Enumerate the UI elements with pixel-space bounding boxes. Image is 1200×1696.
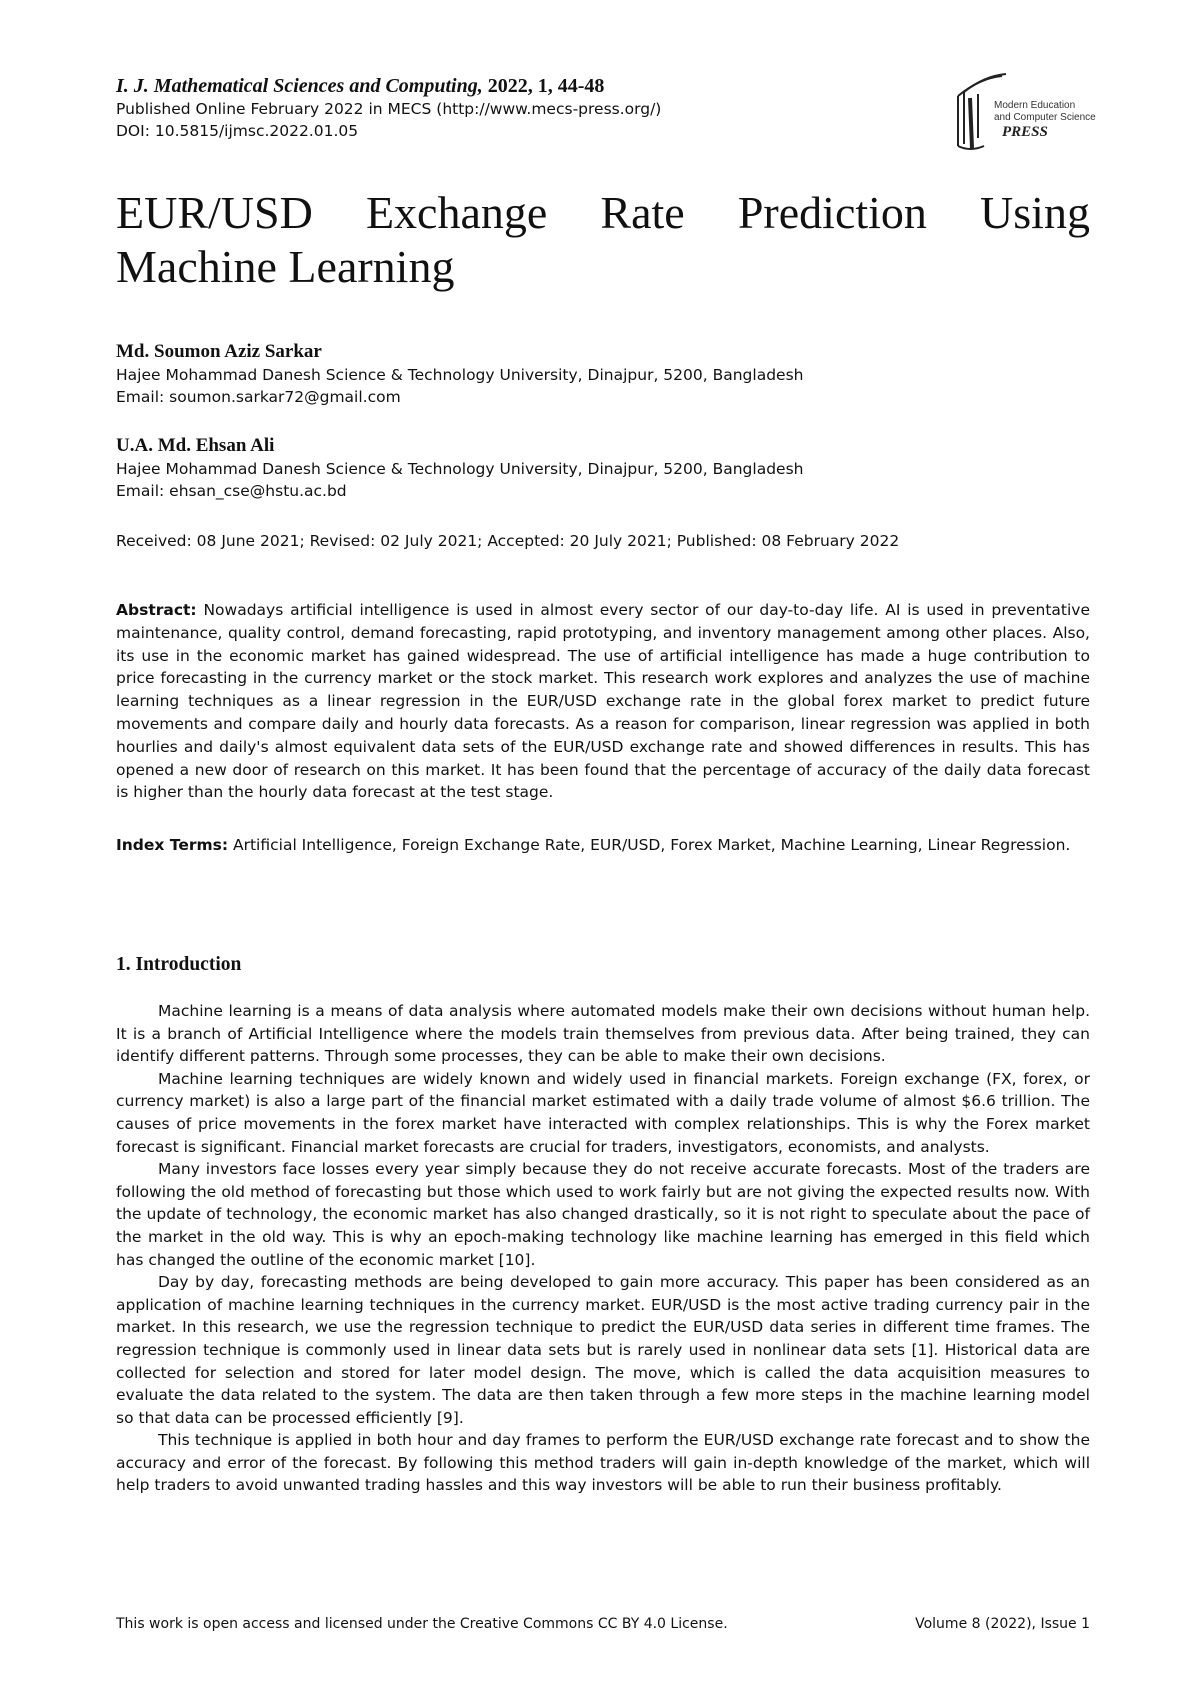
author-name: Md. Soumon Aziz Sarkar (116, 341, 322, 362)
journal-issue: 2022, 1, 44-48 (487, 75, 605, 97)
title-word: EUR/USD (116, 187, 313, 238)
journal-header (116, 74, 916, 142)
title-word: Rate (600, 187, 685, 238)
author-name: U.A. Md. Ehsan Ali (116, 435, 275, 456)
title-word: Exchange (365, 187, 548, 238)
abstract-text: Nowadays artificial intelligence is used in almost every sector of our day-to-day life. AI is used in preventative maintenance, quality control, demand forecasting, rapid prototyping, and inventory management among other places. Also, its use in the economic market has gained widespread. The use of artificial intelligence has made a huge contribution to price forecasting in the currency market or the stock market. This research work explores and analyzes the use of machine learning techniques as a linear regression in the EUR/USD exchange rate in the global forex market to predict future movements and compare daily and hourly data forecasts. As a reason for comparison, linear regression was applied in both hourlies and daily's almost equivalent data sets of the EUR/USD exchange rate and showed differences in results. This has opened a new door of research on this market. It has been found that the percentage of accuracy of the daily data forecast is higher than the hourly data forecast at the test stage. (116, 601, 1090, 802)
title-line-2: Machine Learning (116, 241, 455, 292)
logo-press: PRESS (1002, 124, 1048, 140)
mecs-press-logo (950, 68, 1100, 152)
author-affiliation: Hajee Mohammad Danesh Science & Technology University, Dinajpur, 5200, Bangladesh (116, 366, 804, 384)
author-block-2 (116, 434, 1090, 502)
author-email: Email: soumon.sarkar72@gmail.com (116, 388, 401, 406)
page-footer (116, 1614, 1090, 1634)
volume-issue: Volume 8 (2022), Issue 1 (915, 1616, 1090, 1632)
body-paragraph: Many investors face losses every year simply because they do not receive accurate forecasts. Most of the traders are following the old method of forecasting but those which used to work fairly but are not giving the expected results now. With the update of technology, the economic market has also changed drastically, so it is not right to speculate about the pace of the market in the old way. This is why an epoch-making technology like machine learning has emerged in this field which has changed the outline of the economic market [10]. (116, 1160, 1090, 1269)
submission-dates: Received: 08 June 2021; Revised: 02 July 2021; Accepted: 20 July 2021; Published: 08 February 2022 (116, 532, 900, 550)
author-email: Email: ehsan_cse@hstu.ac.bd (116, 482, 347, 500)
author-block-1 (116, 340, 1090, 408)
section-heading: 1. Introduction (116, 954, 242, 975)
journal-name: I. J. Mathematical Sciences and Computing, (116, 75, 483, 97)
title-word: Using (980, 187, 1090, 238)
index-terms-text: Artificial Intelligence, Foreign Exchange Rate, EUR/USD, Forex Market, Machine Learning, Linear Regression. (233, 836, 1071, 854)
title-line-1 (116, 186, 1090, 240)
body-paragraph: Day by day, forecasting methods are being developed to gain more accuracy. This paper has been considered as an application of machine learning techniques in the currency market. EUR/USD is the most active trading currency pair in the market. In this research, we use the regression technique to predict the EUR/USD data series in different time frames. The regression technique is commonly used in linear data sets but is rarely used in nonlinear data sets [1]. Historical data are collected for selection and stored for later model design. The move, which is called the data acquisition measures to evaluate the data related to the system. The data are then taken through a few more steps in the machine learning model so that data can be processed efficiently [9]. (116, 1273, 1090, 1427)
logo-line1: Modern Education (994, 100, 1076, 111)
title-word: Prediction (737, 187, 927, 238)
doi-line: DOI: 10.5815/ijmsc.2022.01.05 (116, 122, 359, 140)
body-paragraph: This technique is applied in both hour and day frames to perform the EUR/USD exchange rate forecast and to show the accuracy and error of the forecast. By following this method traders will gain in-depth knowledge of the market, which will help traders to avoid unwanted trading hassles and this way investors will be able to run their business profitably. (116, 1431, 1090, 1495)
index-terms-label: Index Terms: (116, 836, 229, 854)
author-affiliation: Hajee Mohammad Danesh Science & Technology University, Dinajpur, 5200, Bangladesh (116, 460, 804, 478)
paper-title (116, 186, 1090, 294)
license-note: This work is open access and licensed under the Creative Commons CC BY 4.0 License. (116, 1616, 728, 1632)
published-line: Published Online February 2022 in MECS (http://www.mecs-press.org/) (116, 100, 662, 118)
index-terms (116, 834, 1090, 857)
body-paragraph: Machine learning is a means of data analysis where automated models make their own decisions without human help. It is a branch of Artificial Intelligence where the models train themselves from previous data. After being trained, they can identify different patterns. Through some processes, they can be able to make their own decisions. (116, 1002, 1090, 1066)
abstract-label: Abstract: (116, 601, 197, 619)
logo-line2: and Computer Science (994, 112, 1096, 123)
journal-citation (116, 74, 916, 98)
abstract (116, 599, 1090, 804)
section-body (116, 1000, 1090, 1497)
body-paragraph: Machine learning techniques are widely known and widely used in financial markets. Foreign exchange (FX, forex, or currency market) is also a large part of the financial market estimated with a daily trade volume of almost $6.6 trillion. The causes of price movements in the forex market have interacted with complex relationships. This is why the Forex market forecast is significant. Financial market forecasts are crucial for traders, investigators, economists, and analysts. (116, 1069, 1090, 1156)
